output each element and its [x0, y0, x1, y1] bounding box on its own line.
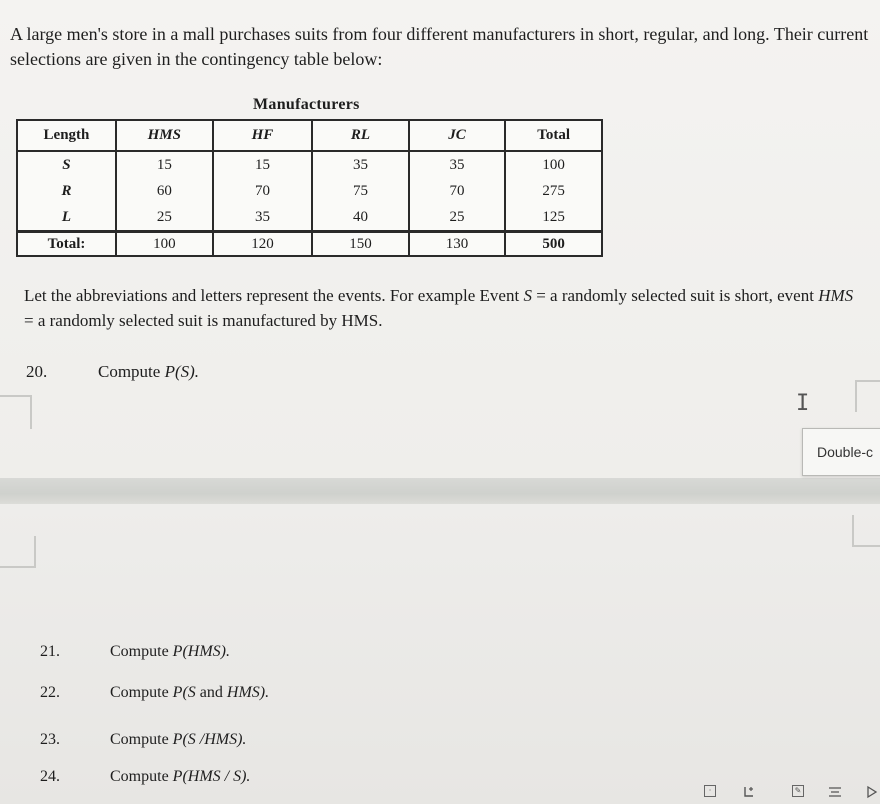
align-icon[interactable] — [828, 785, 842, 802]
row-label: R — [17, 178, 116, 204]
table-cell: 70 — [213, 178, 312, 204]
question-number: 20. — [26, 362, 48, 381]
question-expression: HMS). — [226, 684, 270, 701]
question-21 — [40, 643, 230, 661]
text-cursor-icon: I — [796, 391, 810, 416]
table-cell: 40 — [312, 204, 409, 232]
header-rl: RL — [312, 120, 409, 151]
question-expression: P(HMS). — [172, 643, 230, 660]
table-cell: 70 — [409, 178, 506, 204]
table-cell: 35 — [213, 204, 312, 232]
table-cell: 75 — [312, 178, 409, 204]
table-cell: 25 — [116, 204, 213, 232]
question-22 — [40, 684, 269, 702]
question-expression: P(HMS / S). — [172, 768, 251, 785]
question-23 — [40, 731, 246, 749]
table-cell: 15 — [116, 151, 213, 178]
event-explanation — [24, 283, 864, 333]
question-24 — [40, 768, 250, 786]
question-conjunction: and — [195, 684, 227, 701]
page-divider-band — [0, 478, 880, 504]
table-cell: 275 — [505, 178, 602, 204]
table-row — [17, 151, 602, 178]
answer-area-frame[interactable] — [0, 536, 36, 568]
explain-text: Let the abbreviations and letters represent the events. For example Event — [24, 286, 524, 305]
total-label: Total: — [17, 232, 116, 257]
table-row — [17, 178, 602, 204]
question-number: 24. — [40, 768, 60, 785]
event-hms-symbol: HMS — [818, 286, 854, 305]
table-cell: 130 — [409, 232, 506, 257]
question-20 — [26, 362, 199, 382]
table-cell: 15 — [213, 151, 312, 178]
explain-text: = a randomly selected suit is short, event — [531, 286, 819, 305]
row-label: L — [17, 204, 116, 232]
edit-icon[interactable]: ✎ — [792, 785, 804, 797]
table-total-row — [17, 232, 602, 257]
question-verb: Compute — [110, 643, 173, 660]
table-cell: 60 — [116, 178, 213, 204]
answer-area-frame[interactable] — [0, 395, 32, 429]
table-row — [17, 204, 602, 232]
row-label: S — [17, 151, 116, 178]
checkbox-icon[interactable]: · — [704, 785, 716, 797]
question-number: 22. — [40, 684, 60, 701]
table-cell: 35 — [312, 151, 409, 178]
contingency-table — [16, 119, 603, 257]
table-cell: 150 — [312, 232, 409, 257]
question-number: 23. — [40, 731, 60, 748]
header-jc: JC — [409, 120, 506, 151]
table-cell: 25 — [409, 204, 506, 232]
question-verb: Compute — [98, 362, 165, 381]
question-number: 21. — [40, 643, 60, 660]
double-click-tooltip: Double-c — [802, 428, 880, 476]
question-expression: P(S — [172, 684, 196, 701]
event-s-symbol: S — [523, 286, 532, 305]
explain-text: = a randomly selected suit is manufactured by HMS. — [24, 311, 383, 330]
answer-area-frame[interactable] — [855, 380, 880, 412]
question-verb: Compute — [110, 731, 173, 748]
header-length: Length — [17, 120, 116, 151]
question-verb: Compute — [110, 768, 173, 785]
table-cell: 100 — [116, 232, 213, 257]
play-icon[interactable] — [866, 785, 878, 802]
answer-area-frame[interactable] — [852, 515, 880, 547]
question-verb: Compute — [110, 684, 173, 701]
problem-intro: A large men's store in a mall purchases suits from four different manufacturers in short, regular, and long. Their current selections are given in the contingency table below: — [10, 24, 869, 69]
header-hf: HF — [213, 120, 312, 151]
table-cell: 120 — [213, 232, 312, 257]
header-total: Total — [505, 120, 602, 151]
table-cell: 35 — [409, 151, 506, 178]
question-expression: P(S /HMS). — [172, 731, 247, 748]
table-header-row — [17, 120, 602, 151]
table-cell: 500 — [505, 232, 602, 257]
table-cell: 125 — [505, 204, 602, 232]
header-hms: HMS — [116, 120, 213, 151]
question-expression: P(S). — [164, 362, 200, 381]
table-caption: Manufacturers — [253, 96, 360, 113]
insert-icon[interactable] — [742, 785, 756, 802]
bottom-toolbar — [700, 782, 880, 804]
table-cell: 100 — [505, 151, 602, 178]
